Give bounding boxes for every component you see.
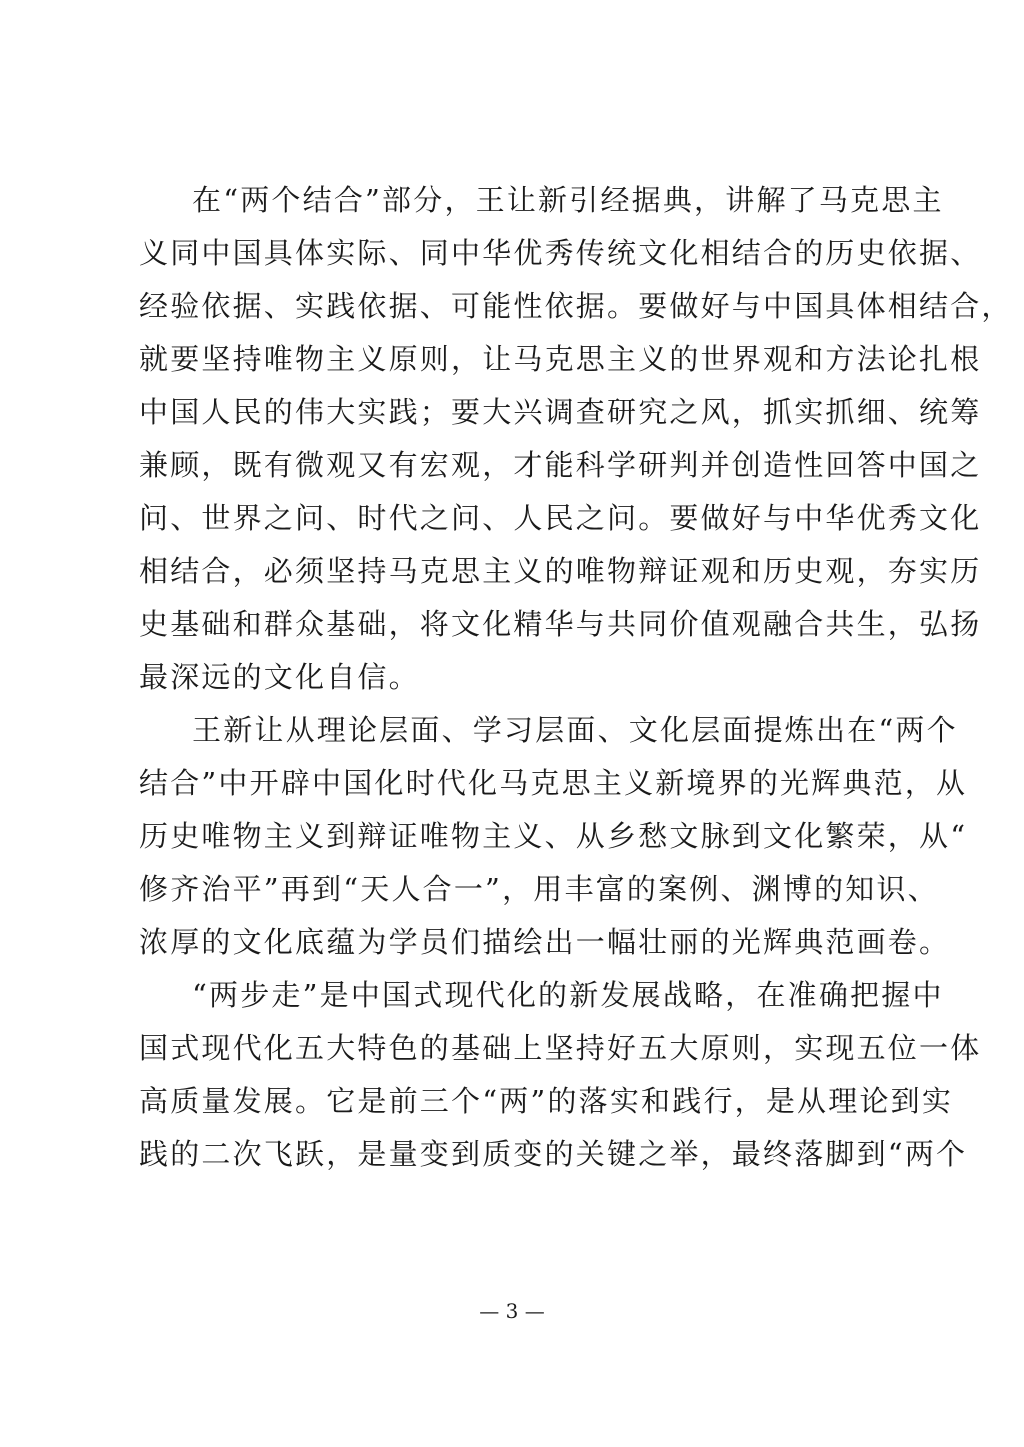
page-number: — 3 — [479, 1299, 545, 1323]
paragraph-1-line-3: 经验依据、实践依据、可能性依据。要做好与中国具体相结合， [139, 289, 1013, 323]
paragraph-3-line-2: 国式现代化五大特色的基础上坚持好五大原则，实现五位一体 [139, 1031, 982, 1065]
paragraph-1-line-6: 兼顾，既有微观又有宏观，才能科学研判并创造性回答中国之 [139, 448, 982, 482]
paragraph-2-line-1: 王新让从理论层面、学习层面、文化层面提炼出在“两个 [192, 713, 958, 747]
paragraph-1-line-2: 义同中国具体实际、同中华优秀传统文化相结合的历史依据、 [139, 236, 982, 270]
paragraph-2-line-2: 结合”中开辟中国化时代化马克思主义新境界的光辉典范，从 [139, 766, 968, 800]
paragraph-3-line-4: 践的二次飞跃，是量变到质变的关键之举，最终落脚到“两个 [139, 1137, 968, 1171]
paragraph-3-line-1: “两步走”是中国式现代化的新发展战略，在准确把握中 [192, 978, 944, 1012]
paragraph-1-line-10: 最深远的文化自信。 [139, 660, 420, 694]
paragraph-1-line-8: 相结合，必须坚持马克思主义的唯物辩证观和历史观，夯实历 [139, 554, 982, 588]
paragraph-1-line-4: 就要坚持唯物主义原则，让马克思主义的世界观和方法论扎根 [139, 342, 982, 376]
paragraph-2-line-4: 修齐治平”再到“天人合一”，用丰富的案例、渊博的知识、 [139, 872, 939, 906]
paragraph-3-line-3: 高质量发展。它是前三个“两”的落实和践行，是从理论到实 [139, 1084, 954, 1118]
paragraph-1-line-9: 史基础和群众基础，将文化精华与共同价值观融合共生，弘扬 [139, 607, 982, 641]
paragraph-1-line-5: 中国人民的伟大实践；要大兴调查研究之风，抓实抓细、统筹 [139, 395, 982, 429]
paragraph-2-line-5: 浓厚的文化底蕴为学员们描绘出一幅壮丽的光辉典范画卷。 [139, 925, 951, 959]
paragraph-1-line-1: 在“两个结合”部分，王让新引经据典，讲解了马克思主 [192, 183, 944, 217]
paragraph-2-line-3: 历史唯物主义到辩证唯物主义、从乡愁文脉到文化繁荣，从“ [139, 819, 968, 853]
paragraph-1-line-7: 问、世界之问、时代之问、人民之问。要做好与中华优秀文化 [139, 501, 982, 535]
